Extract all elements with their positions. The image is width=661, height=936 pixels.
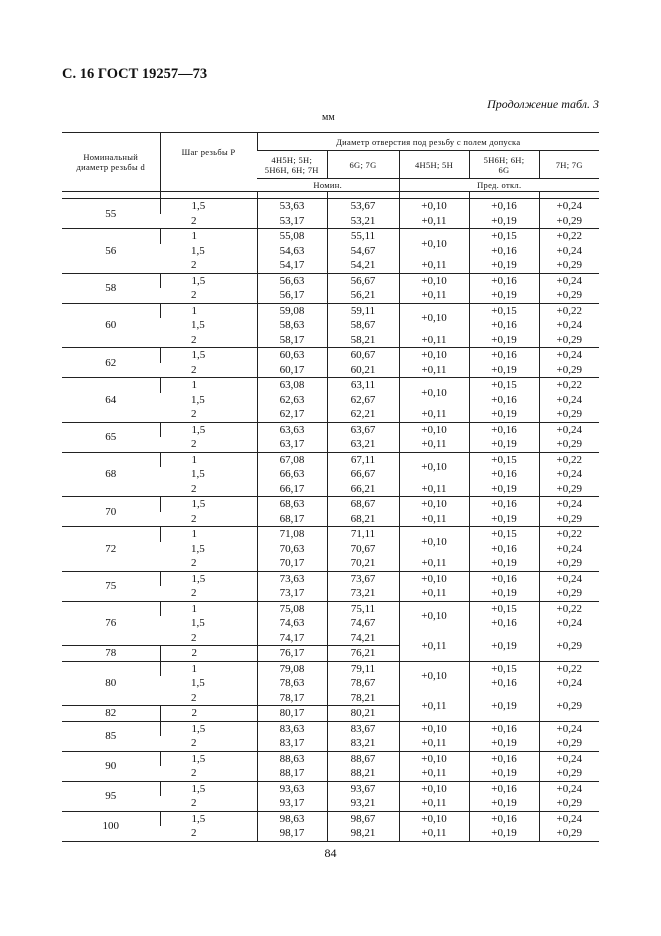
pitch-cell: 2 (191, 691, 197, 704)
deviation-4h5h-cell: +0,11 (399, 826, 469, 841)
deviation-4h5h-cell: +0,10 (399, 422, 469, 437)
deviation-6h-cell: +0,16 (469, 751, 539, 766)
pitch-cell: 2 (191, 259, 197, 272)
deviation-7h-cell: +0,29 (539, 407, 599, 422)
table-row (62, 497, 599, 512)
deviation-7h-cell: +0,29 (539, 631, 599, 662)
deviation-4h5h-cell: +0,10 (399, 348, 469, 363)
nominal-g-cell: 68,21 (327, 512, 399, 527)
deviation-6h-cell: +0,19 (469, 556, 539, 571)
nominal-h-cell: 66,63 (257, 467, 327, 482)
pitch-cell: 2 (191, 797, 197, 810)
table-row (62, 273, 599, 288)
deviation-7h-cell: +0,22 (539, 303, 599, 318)
nominal-h-cell: 83,63 (257, 721, 327, 736)
nominal-h-cell: 93,63 (257, 781, 327, 796)
deviation-4h5h-cell: +0,10 (399, 661, 469, 691)
nominal-h-cell: 63,08 (257, 378, 327, 393)
header-sub-4h5h-5h: 4H5H; 5H (399, 151, 469, 179)
pitch-cell: 2 (191, 482, 197, 495)
deviation-7h-cell: +0,22 (539, 661, 599, 676)
nominal-g-cell: 93,21 (327, 796, 399, 811)
nominal-h-cell: 56,17 (257, 288, 327, 303)
pitch-cell: 1,5 (191, 244, 205, 257)
table-row (62, 527, 599, 542)
nominal-h-cell: 67,08 (257, 452, 327, 467)
deviation-7h-cell: +0,29 (539, 258, 599, 273)
deviation-6h-cell: +0,16 (469, 781, 539, 796)
nominal-h-cell: 79,08 (257, 661, 327, 676)
deviation-7h-cell: +0,24 (539, 497, 599, 512)
nominal-g-cell: 78,67 (327, 676, 399, 691)
deviation-4h5h-cell: +0,11 (399, 631, 469, 662)
pitch-cell: 1,5 (160, 781, 257, 796)
nominal-g-cell: 93,67 (327, 781, 399, 796)
deviation-6h-cell: +0,19 (469, 736, 539, 751)
table-row (62, 601, 599, 616)
nominal-h-cell: 56,63 (257, 273, 327, 288)
deviation-4h5h-cell: +0,10 (399, 273, 469, 288)
unit-label: мм (322, 112, 335, 123)
nominal-h-cell: 75,08 (257, 601, 327, 616)
deviation-6h-cell: +0,16 (469, 393, 539, 408)
deviation-7h-cell: +0,29 (539, 363, 599, 378)
header-tolerance-group: Диаметр отверстия под резьбу с полем допуска (257, 133, 599, 151)
nominal-diameter-cell: 58 (105, 282, 117, 294)
deviation-6h-cell: +0,16 (469, 273, 539, 288)
thread-diameter-table (62, 132, 599, 842)
deviation-7h-cell: +0,29 (539, 736, 599, 751)
nominal-g-cell: 74,21 (327, 631, 399, 646)
deviation-4h5h-cell: +0,11 (399, 363, 469, 378)
nominal-h-cell: 68,17 (257, 512, 327, 527)
deviation-7h-cell: +0,24 (539, 422, 599, 437)
nominal-h-cell: 68,63 (257, 497, 327, 512)
pitch-cell: 1 (160, 229, 257, 244)
deviation-7h-cell: +0,22 (539, 452, 599, 467)
nominal-diameter-cell: 64 (105, 393, 117, 406)
deviation-4h5h-cell: +0,10 (399, 303, 469, 333)
nominal-g-cell: 62,21 (327, 407, 399, 422)
nominal-g-cell: 83,67 (327, 721, 399, 736)
nominal-g-cell: 56,67 (327, 273, 399, 288)
deviation-4h5h-cell: +0,10 (399, 601, 469, 631)
nominal-diameter-cell: 82 (105, 707, 117, 720)
nominal-g-cell: 79,11 (327, 661, 399, 676)
header-pitch: Шаг резьбы P (160, 133, 257, 192)
table-row (62, 661, 599, 676)
table-continuation-label: Продолжение табл. 3 (487, 97, 599, 111)
nominal-h-cell: 88,17 (257, 766, 327, 781)
nominal-g-cell: 70,21 (327, 556, 399, 571)
nominal-h-cell: 63,17 (257, 437, 327, 452)
deviation-6h-cell: +0,15 (469, 527, 539, 542)
table-row (62, 571, 599, 586)
nominal-g-cell: 59,11 (327, 303, 399, 318)
deviation-6h-cell: +0,19 (469, 363, 539, 378)
deviation-6h-cell: +0,16 (469, 467, 539, 482)
deviation-7h-cell: +0,29 (539, 556, 599, 571)
nominal-diameter-cell: 80 (105, 677, 117, 690)
deviation-7h-cell: +0,24 (539, 721, 599, 736)
deviation-6h-cell: +0,15 (469, 378, 539, 393)
deviation-6h-cell: +0,16 (469, 676, 539, 691)
table-row (62, 422, 599, 437)
nominal-h-cell: 98,17 (257, 826, 327, 841)
deviation-7h-cell: +0,24 (539, 751, 599, 766)
table-row (62, 811, 599, 826)
pitch-cell: 2 (191, 214, 197, 227)
nominal-h-cell: 53,63 (257, 199, 327, 214)
nominal-diameter-cell: 90 (105, 760, 117, 772)
nominal-g-cell: 88,67 (327, 751, 399, 766)
pitch-cell: 1 (160, 378, 257, 393)
pitch-cell: 1,5 (160, 497, 257, 512)
nominal-g-cell: 78,21 (327, 691, 399, 706)
nominal-h-cell: 73,63 (257, 571, 327, 586)
nominal-g-cell: 67,11 (327, 452, 399, 467)
nominal-diameter-cell: 62 (105, 356, 117, 369)
header-sub-7h-7g: 7H; 7G (539, 151, 599, 179)
table-row (62, 452, 599, 467)
nominal-h-cell: 62,17 (257, 407, 327, 422)
header-nominal-diameter: Номинальный диаметр резьбы d (76, 152, 146, 172)
nominal-g-cell: 83,21 (327, 736, 399, 751)
pitch-cell: 2 (191, 408, 197, 421)
pitch-cell: 1,5 (160, 751, 257, 766)
nominal-g-cell: 74,67 (327, 616, 399, 631)
nominal-g-cell: 53,21 (327, 214, 399, 229)
nominal-h-cell: 88,63 (257, 751, 327, 766)
nominal-g-cell: 66,67 (327, 467, 399, 482)
pitch-cell: 1,5 (191, 617, 205, 630)
pitch-cell: 2 (160, 646, 257, 662)
deviation-7h-cell: +0,24 (539, 542, 599, 557)
table-row (62, 378, 599, 393)
table-row (62, 721, 599, 736)
nominal-g-cell: 54,21 (327, 258, 399, 273)
deviation-4h5h-cell: +0,11 (399, 512, 469, 527)
pitch-cell: 2 (191, 767, 197, 780)
nominal-h-cell: 78,17 (257, 691, 327, 706)
nominal-g-cell: 63,67 (327, 422, 399, 437)
nominal-h-cell: 71,08 (257, 527, 327, 542)
nominal-h-cell: 60,17 (257, 363, 327, 378)
deviation-7h-cell: +0,29 (539, 691, 599, 722)
deviation-7h-cell: +0,29 (539, 796, 599, 811)
deviation-4h5h-cell: +0,11 (399, 437, 469, 452)
pitch-cell: 2 (191, 333, 197, 346)
deviation-6h-cell: +0,19 (469, 333, 539, 348)
nominal-h-cell: 78,63 (257, 676, 327, 691)
nominal-h-cell: 93,17 (257, 796, 327, 811)
header-sub-6g-7g: 6G; 7G (327, 151, 399, 179)
deviation-4h5h-cell: +0,10 (399, 497, 469, 512)
deviation-7h-cell: +0,24 (539, 467, 599, 482)
header-sub-5h6h-6g: 5H6H; 6H; 6G (469, 151, 539, 179)
nominal-g-cell: 75,11 (327, 601, 399, 616)
deviation-4h5h-cell: +0,10 (399, 571, 469, 586)
deviation-7h-cell: +0,29 (539, 482, 599, 497)
deviation-7h-cell: +0,24 (539, 571, 599, 586)
deviation-6h-cell: +0,16 (469, 199, 539, 214)
deviation-7h-cell: +0,24 (539, 676, 599, 691)
deviation-6h-cell: +0,16 (469, 318, 539, 333)
deviation-6h-cell: +0,16 (469, 348, 539, 363)
pitch-cell: 1,5 (160, 571, 257, 586)
deviation-4h5h-cell: +0,10 (399, 229, 469, 259)
nominal-h-cell: 76,17 (257, 646, 327, 662)
deviation-6h-cell: +0,15 (469, 229, 539, 244)
deviation-6h-cell: +0,16 (469, 244, 539, 259)
nominal-h-cell: 59,08 (257, 303, 327, 318)
deviation-4h5h-cell: +0,10 (399, 781, 469, 796)
deviation-7h-cell: +0,29 (539, 766, 599, 781)
nominal-h-cell: 70,17 (257, 556, 327, 571)
nominal-h-cell: 74,63 (257, 616, 327, 631)
nominal-diameter-cell: 72 (105, 542, 117, 555)
deviation-7h-cell: +0,29 (539, 288, 599, 303)
pitch-cell: 2 (191, 363, 197, 376)
deviation-7h-cell: +0,24 (539, 273, 599, 288)
deviation-6h-cell: +0,19 (469, 766, 539, 781)
pitch-cell: 2 (191, 438, 197, 451)
nominal-g-cell: 98,67 (327, 811, 399, 826)
nominal-h-cell: 53,17 (257, 214, 327, 229)
deviation-4h5h-cell: +0,11 (399, 482, 469, 497)
nominal-diameter-cell: 85 (105, 730, 117, 742)
pitch-cell: 1,5 (191, 677, 205, 690)
nominal-diameter-cell: 70 (105, 505, 117, 518)
deviation-7h-cell: +0,24 (539, 348, 599, 363)
pitch-cell: 2 (160, 706, 257, 722)
pitch-cell: 1 (160, 527, 257, 542)
nominal-g-cell: 62,67 (327, 393, 399, 408)
deviation-6h-cell: +0,19 (469, 796, 539, 811)
nominal-h-cell: 54,63 (257, 244, 327, 259)
deviation-7h-cell: +0,24 (539, 318, 599, 333)
deviation-4h5h-cell: +0,11 (399, 796, 469, 811)
deviation-7h-cell: +0,29 (539, 512, 599, 527)
nominal-g-cell: 66,21 (327, 482, 399, 497)
nominal-h-cell: 60,63 (257, 348, 327, 363)
deviation-7h-cell: +0,22 (539, 229, 599, 244)
pitch-cell: 1,5 (160, 199, 257, 214)
deviation-6h-cell: +0,15 (469, 601, 539, 616)
nominal-diameter-cell: 76 (105, 617, 117, 630)
deviation-4h5h-cell: +0,10 (399, 527, 469, 557)
nominal-g-cell: 58,67 (327, 318, 399, 333)
nominal-h-cell: 55,08 (257, 229, 327, 244)
pitch-cell: 2 (191, 827, 197, 840)
pitch-cell: 1,5 (191, 319, 205, 332)
pitch-cell: 1,5 (191, 393, 205, 406)
table-row (62, 199, 599, 214)
table-row (62, 781, 599, 796)
deviation-6h-cell: +0,16 (469, 721, 539, 736)
deviation-4h5h-cell: +0,10 (399, 751, 469, 766)
deviation-6h-cell: +0,19 (469, 482, 539, 497)
pitch-cell: 1 (160, 303, 257, 318)
deviation-7h-cell: +0,29 (539, 333, 599, 348)
deviation-6h-cell: +0,19 (469, 214, 539, 229)
nominal-h-cell: 62,63 (257, 393, 327, 408)
table-row (62, 229, 599, 244)
pitch-cell: 1 (160, 452, 257, 467)
nominal-g-cell: 88,21 (327, 766, 399, 781)
pitch-cell: 2 (191, 289, 197, 302)
deviation-6h-cell: +0,15 (469, 661, 539, 676)
deviation-6h-cell: +0,16 (469, 542, 539, 557)
deviation-7h-cell: +0,24 (539, 616, 599, 631)
nominal-g-cell: 63,21 (327, 437, 399, 452)
page-number: 84 (324, 846, 337, 860)
table-row (62, 751, 599, 766)
deviation-6h-cell: +0,19 (469, 586, 539, 601)
nominal-h-cell: 63,63 (257, 422, 327, 437)
deviation-7h-cell: +0,22 (539, 378, 599, 393)
deviation-4h5h-cell: +0,11 (399, 691, 469, 722)
deviation-4h5h-cell: +0,11 (399, 407, 469, 422)
deviation-6h-cell: +0,16 (469, 811, 539, 826)
nominal-g-cell: 73,21 (327, 586, 399, 601)
deviation-4h5h-cell: +0,11 (399, 214, 469, 229)
nominal-g-cell: 58,21 (327, 333, 399, 348)
deviation-6h-cell: +0,16 (469, 497, 539, 512)
deviation-6h-cell: +0,16 (469, 571, 539, 586)
deviation-7h-cell: +0,24 (539, 199, 599, 214)
table-row (62, 348, 599, 363)
deviation-7h-cell: +0,24 (539, 811, 599, 826)
pitch-cell: 2 (191, 512, 197, 525)
pitch-cell: 1,5 (160, 348, 257, 363)
pitch-cell: 2 (191, 557, 197, 570)
deviation-7h-cell: +0,22 (539, 601, 599, 616)
deviation-4h5h-cell: +0,11 (399, 586, 469, 601)
deviation-6h-cell: +0,19 (469, 258, 539, 273)
nominal-diameter-cell: 60 (105, 319, 117, 332)
nominal-g-cell: 70,67 (327, 542, 399, 557)
pitch-cell: 2 (191, 737, 197, 750)
deviation-4h5h-cell: +0,10 (399, 378, 469, 408)
nominal-g-cell: 80,21 (327, 706, 399, 722)
deviation-7h-cell: +0,29 (539, 214, 599, 229)
deviation-7h-cell: +0,29 (539, 437, 599, 452)
deviation-7h-cell: +0,24 (539, 781, 599, 796)
pitch-cell: 2 (191, 587, 197, 600)
nominal-g-cell: 60,21 (327, 363, 399, 378)
deviation-7h-cell: +0,24 (539, 393, 599, 408)
nominal-h-cell: 73,17 (257, 586, 327, 601)
deviation-4h5h-cell: +0,10 (399, 811, 469, 826)
header-limit-deviation: Пред. откл. (399, 179, 599, 192)
pitch-cell: 1,5 (160, 811, 257, 826)
pitch-cell: 1,5 (191, 542, 205, 555)
nominal-g-cell: 98,21 (327, 826, 399, 841)
nominal-diameter-cell: 100 (102, 820, 119, 832)
nominal-g-cell: 55,11 (327, 229, 399, 244)
nominal-h-cell: 58,17 (257, 333, 327, 348)
nominal-g-cell: 63,11 (327, 378, 399, 393)
deviation-4h5h-cell: +0,11 (399, 766, 469, 781)
pitch-cell: 1,5 (191, 468, 205, 481)
deviation-4h5h-cell: +0,11 (399, 258, 469, 273)
nominal-g-cell: 60,67 (327, 348, 399, 363)
pitch-cell: 1 (160, 601, 257, 616)
nominal-diameter-cell: 78 (105, 647, 117, 660)
table-row (62, 303, 599, 318)
pitch-cell: 2 (191, 631, 197, 644)
deviation-4h5h-cell: +0,11 (399, 288, 469, 303)
nominal-h-cell: 74,17 (257, 631, 327, 646)
nominal-h-cell: 83,17 (257, 736, 327, 751)
deviation-7h-cell: +0,29 (539, 826, 599, 841)
nominal-g-cell: 56,21 (327, 288, 399, 303)
nominal-g-cell: 73,67 (327, 571, 399, 586)
nominal-diameter-cell: 56 (105, 244, 117, 257)
deviation-6h-cell: +0,19 (469, 512, 539, 527)
table-body (62, 199, 599, 842)
nominal-g-cell: 76,21 (327, 646, 399, 662)
nominal-h-cell: 98,63 (257, 811, 327, 826)
deviation-6h-cell: +0,19 (469, 288, 539, 303)
deviation-4h5h-cell: +0,10 (399, 452, 469, 482)
pitch-cell: 1,5 (160, 422, 257, 437)
deviation-6h-cell: +0,19 (469, 407, 539, 422)
deviation-6h-cell: +0,16 (469, 616, 539, 631)
deviation-6h-cell: +0,15 (469, 303, 539, 318)
deviation-7h-cell: +0,29 (539, 586, 599, 601)
nominal-h-cell: 80,17 (257, 706, 327, 722)
deviation-4h5h-cell: +0,11 (399, 736, 469, 751)
deviation-6h-cell: +0,16 (469, 422, 539, 437)
header-sub-4h5h-7h: 4H5H; 5H; 5H6H, 6H; 7H (257, 151, 327, 179)
nominal-diameter-cell: 55 (105, 207, 117, 220)
deviation-7h-cell: +0,24 (539, 244, 599, 259)
pitch-cell: 1,5 (160, 721, 257, 736)
nominal-h-cell: 58,63 (257, 318, 327, 333)
nominal-h-cell: 70,63 (257, 542, 327, 557)
header-nominal: Номин. (313, 180, 343, 190)
nominal-h-cell: 66,17 (257, 482, 327, 497)
pitch-cell: 1 (160, 661, 257, 676)
nominal-g-cell: 68,67 (327, 497, 399, 512)
nominal-g-cell: 71,11 (327, 527, 399, 542)
deviation-6h-cell: +0,19 (469, 437, 539, 452)
nominal-h-cell: 54,17 (257, 258, 327, 273)
nominal-g-cell: 54,67 (327, 244, 399, 259)
deviation-6h-cell: +0,19 (469, 691, 539, 722)
nominal-g-cell: 53,67 (327, 199, 399, 214)
deviation-6h-cell: +0,15 (469, 452, 539, 467)
nominal-diameter-cell: 65 (105, 431, 117, 443)
deviation-4h5h-cell: +0,11 (399, 333, 469, 348)
nominal-diameter-cell: 68 (105, 468, 117, 481)
pitch-cell: 1,5 (160, 273, 257, 288)
deviation-4h5h-cell: +0,10 (399, 199, 469, 214)
page-title: С. 16 ГОСТ 19257—73 (62, 66, 208, 82)
deviation-7h-cell: +0,22 (539, 527, 599, 542)
deviation-6h-cell: +0,19 (469, 631, 539, 662)
deviation-6h-cell: +0,19 (469, 826, 539, 841)
deviation-4h5h-cell: +0,11 (399, 556, 469, 571)
nominal-diameter-cell: 75 (105, 580, 117, 592)
deviation-4h5h-cell: +0,10 (399, 721, 469, 736)
nominal-diameter-cell: 95 (105, 790, 117, 802)
